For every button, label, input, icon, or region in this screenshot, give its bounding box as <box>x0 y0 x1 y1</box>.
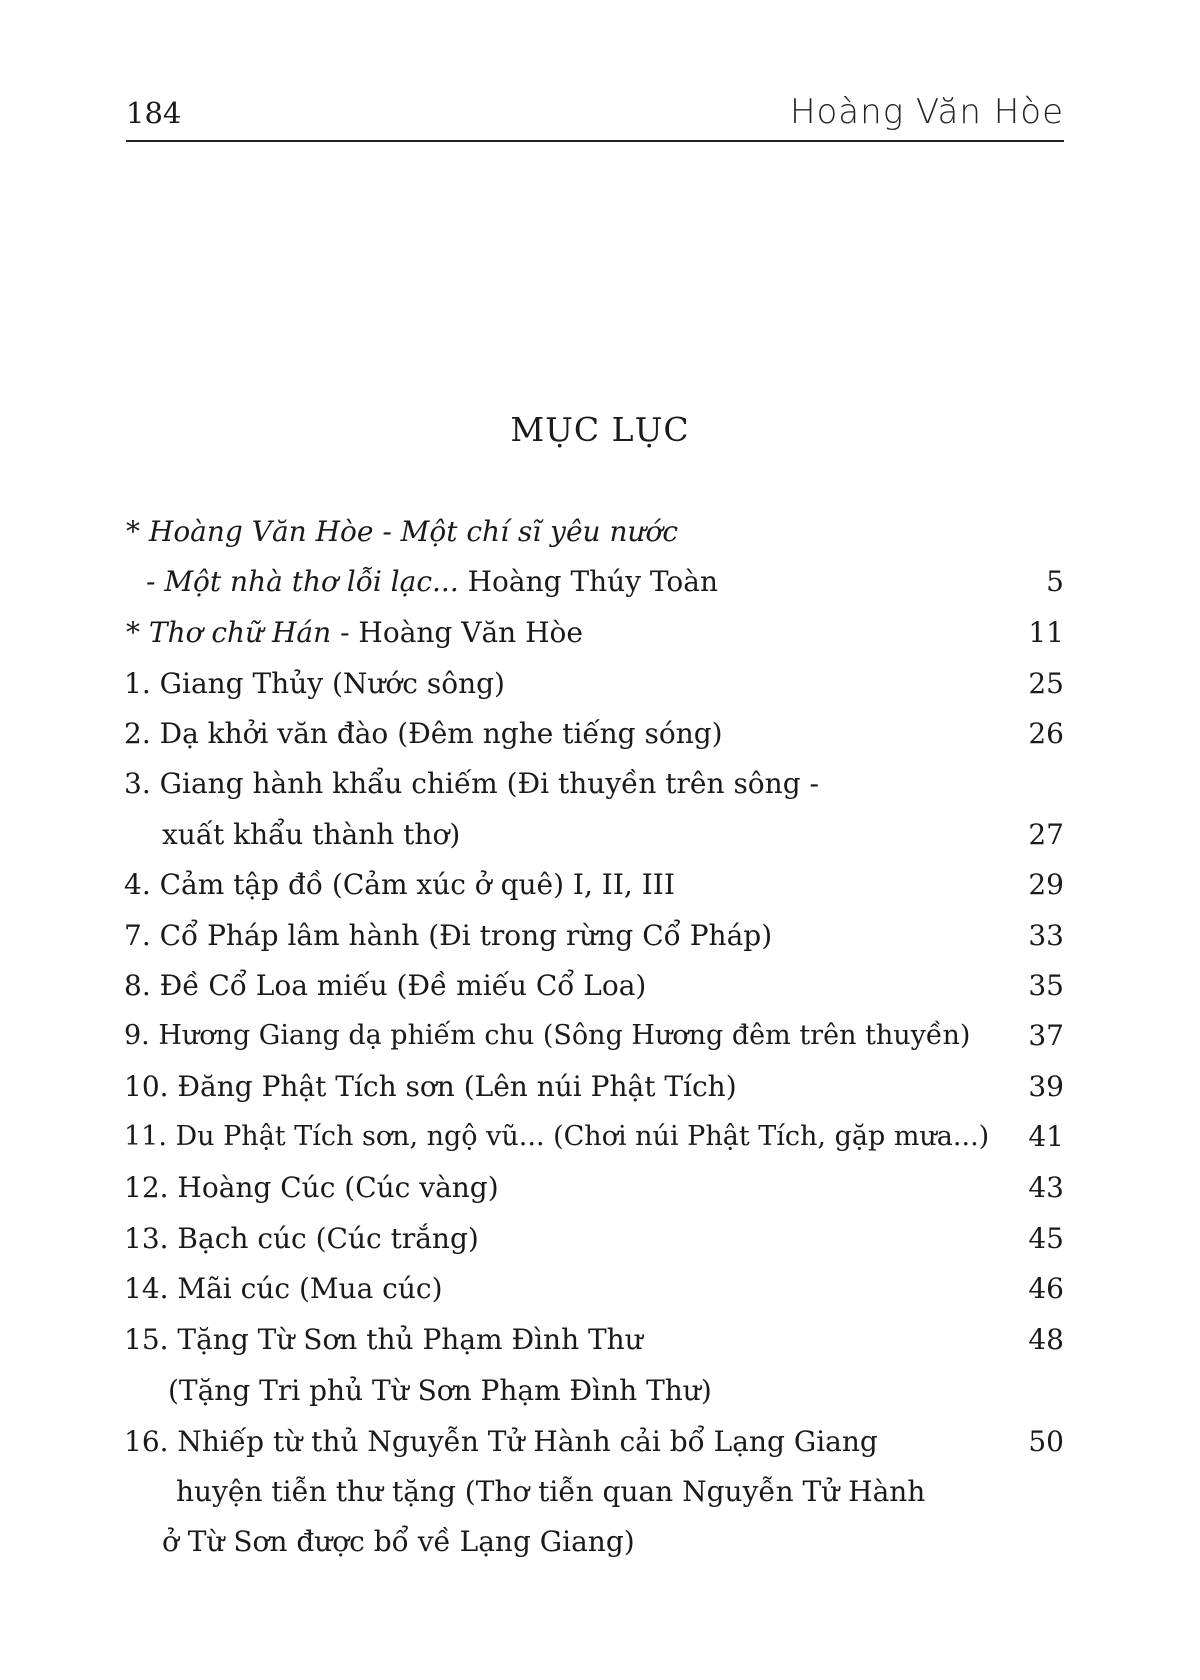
toc-entry <box>0 1265 1200 1313</box>
toc-entry-title <box>146 558 718 606</box>
toc-entry-page: 48 <box>1028 1323 1064 1356</box>
toc-entry-page: 43 <box>1028 1171 1064 1204</box>
toc-entry-page: 35 <box>1028 969 1064 1002</box>
toc-entry-title: 4. Cảm tập đồ (Cảm xúc ở quê) I, II, III <box>124 868 675 901</box>
toc-entry-page: 37 <box>1028 1019 1064 1052</box>
toc-entry-page: 27 <box>1028 818 1064 851</box>
toc-entry <box>0 1164 1200 1212</box>
toc-entry <box>0 962 1200 1010</box>
toc-entry <box>0 660 1200 708</box>
toc-entry-title: xuất khẩu thành thơ) <box>162 818 461 851</box>
toc-entry <box>0 710 1200 758</box>
toc-entry-page: 39 <box>1028 1070 1064 1103</box>
running-head: Hoàng Văn Hòe <box>789 92 1064 132</box>
toc-entry-title: 16. Nhiếp từ thủ Nguyễn Tử Hành cải bổ Lạng Giang <box>124 1425 878 1458</box>
toc-entry-page: 50 <box>1028 1425 1064 1458</box>
toc-entry-title: 1. Giang Thủy (Nước sông) <box>124 667 505 700</box>
toc-entry-continuation <box>0 1367 1200 1415</box>
toc-entry-author: Hoàng Thúy Toàn <box>458 565 718 598</box>
toc-entry-title: 12. Hoàng Cúc (Cúc vàng) <box>124 1171 499 1204</box>
toc-entry-title: 9. Hương Giang dạ phiếm chu (Sông Hương đêm trên thuyền) <box>124 1020 971 1051</box>
toc-entry-page: 25 <box>1028 667 1064 700</box>
toc-entry-page: 33 <box>1028 919 1064 952</box>
toc-entry-title: ở Từ Sơn được bổ về Lạng Giang) <box>162 1525 635 1558</box>
toc-entry-page: 26 <box>1028 717 1064 750</box>
toc-entry <box>0 508 1200 556</box>
page-number: 184 <box>126 96 182 130</box>
toc-entry-page: 45 <box>1028 1222 1064 1255</box>
toc-entry <box>0 760 1200 808</box>
toc-entry <box>0 912 1200 960</box>
toc-entry <box>0 609 1200 657</box>
toc-entry-title: (Tặng Tri phủ Từ Sơn Phạm Đình Thư) <box>168 1374 712 1407</box>
toc-entry <box>0 861 1200 909</box>
toc-entry <box>0 1012 1200 1060</box>
toc-entry-title: 3. Giang hành khẩu chiếm (Đi thuyền trên sông - <box>124 767 819 800</box>
toc-entry <box>0 1063 1200 1111</box>
toc-entry-title-italic: - Một nhà thơ lỗi lạc... <box>146 565 459 598</box>
toc-entry-page: 41 <box>1028 1120 1064 1153</box>
toc-entry-title: 10. Đăng Phật Tích sơn (Lên núi Phật Tích) <box>124 1070 737 1103</box>
toc-entry-page: 46 <box>1028 1272 1064 1305</box>
toc-title: MỤC LỤC <box>510 410 690 449</box>
toc-entry <box>0 1113 1200 1161</box>
toc-entry-title: 2. Dạ khởi văn đào (Đêm nghe tiếng sóng) <box>124 717 723 750</box>
toc-entry-continuation <box>0 811 1200 859</box>
toc-entry-continuation <box>0 1518 1200 1566</box>
toc-entry <box>0 558 1200 606</box>
toc-entry <box>0 1418 1200 1466</box>
toc-entry-title: 11. Du Phật Tích sơn, ngộ vũ... (Chơi núi Phật Tích, gặp mưa...) <box>124 1121 990 1152</box>
toc-entry-title: 8. Đề Cổ Loa miếu (Đề miếu Cổ Loa) <box>124 969 647 1002</box>
toc-entry <box>0 1316 1200 1364</box>
toc-entry-continuation <box>0 1468 1200 1516</box>
toc-entry-title: huyện tiễn thư tặng (Thơ tiễn quan Nguyễn Tử Hành <box>176 1475 926 1508</box>
toc-entry-title-italic: * Thơ chữ Hán <box>126 616 332 649</box>
toc-entry-title <box>126 609 583 657</box>
toc-entry <box>0 1215 1200 1263</box>
toc-entry-title-italic: * Hoàng Văn Hòe - Một chí sĩ yêu nước <box>126 515 679 548</box>
toc-entry-title: 7. Cổ Pháp lâm hành (Đi trong rừng Cổ Pháp) <box>124 919 773 952</box>
toc-entry-author: - Hoàng Văn Hòe <box>331 616 583 649</box>
toc-entry-title: 13. Bạch cúc (Cúc trắng) <box>124 1222 479 1255</box>
toc-entry-page: 11 <box>1028 616 1064 649</box>
toc-entry-page: 5 <box>1046 565 1064 598</box>
page-header <box>126 88 1064 142</box>
toc-entry-page: 29 <box>1028 868 1064 901</box>
toc-entry-title: 14. Mãi cúc (Mua cúc) <box>124 1272 443 1305</box>
toc-entry-title: 15. Tặng Từ Sơn thủ Phạm Đình Thư <box>124 1323 643 1356</box>
